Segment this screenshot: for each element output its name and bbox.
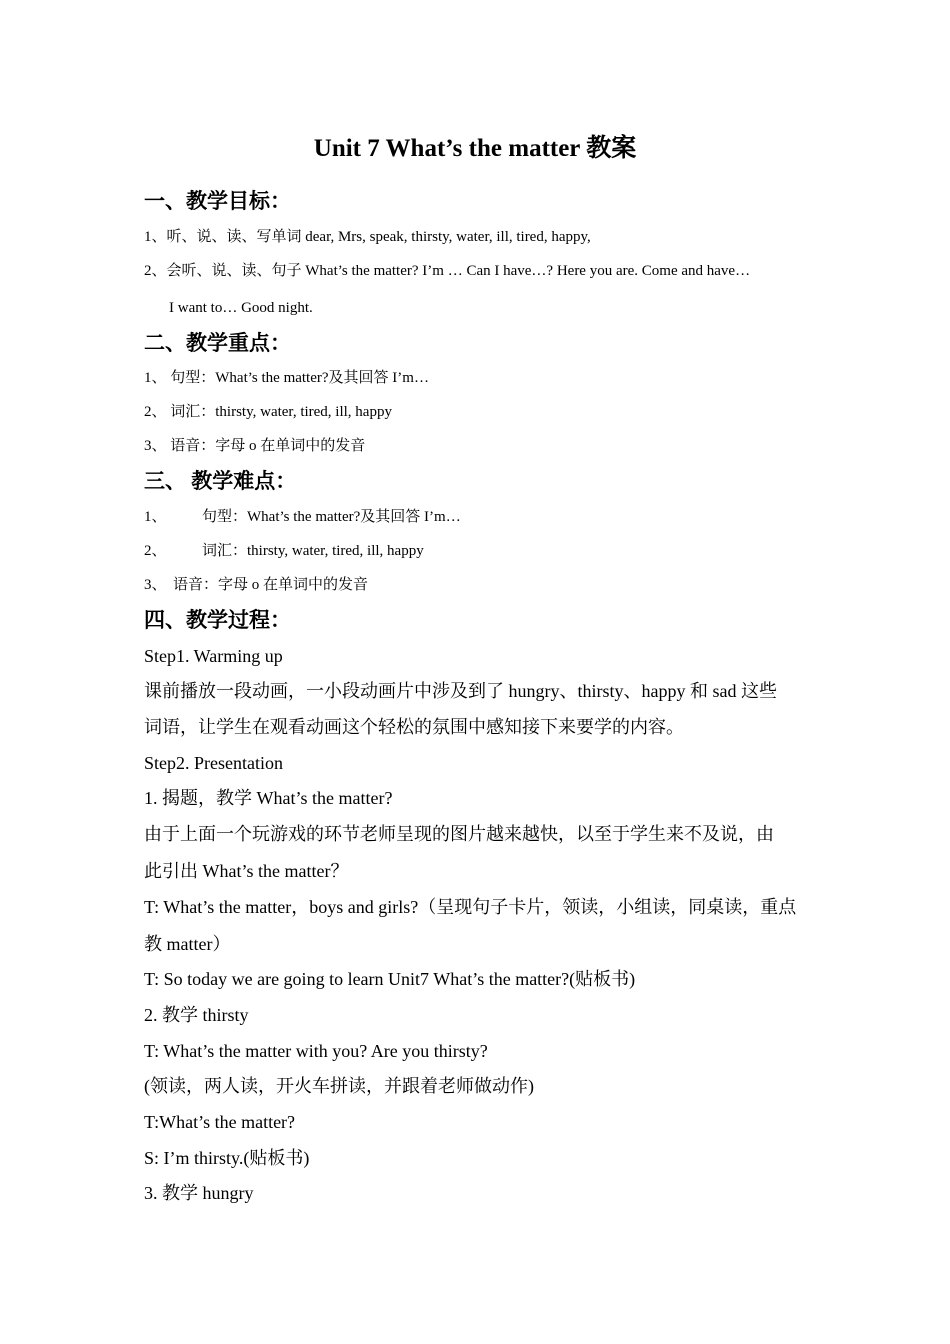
process-line: T:What’s the matter? — [144, 1112, 296, 1132]
process-line: T: What’s the matter，boys and girls?（呈现句子卡片，领读，小组读，同桌读，重点 — [144, 897, 797, 917]
document-title: Unit 7 What’s the matter 教案 — [313, 135, 637, 162]
objective-item: 1、听、说、读、写单词 dear, Mrs, speak, thirsty, water, ill, tired, happy, — [144, 229, 591, 245]
difficulty-text: 句型：What’s the matter?及其回答 I’m… — [202, 509, 461, 525]
difficulty-item — [144, 506, 461, 528]
difficulty-number: 3、 — [144, 577, 167, 593]
difficulty-text: 语音：字母 o 在单词中的发音 — [173, 577, 369, 593]
section-heading-key-points: 二、教学重点： — [144, 331, 291, 355]
difficulty-number: 1、 — [144, 509, 167, 525]
key-point-item: 2、 词汇：thirsty, water, tired, ill, happy — [144, 404, 392, 420]
process-line: Step1. Warming up — [144, 646, 283, 666]
process-line: 3. 教学 hungry — [144, 1183, 254, 1203]
section-heading-process: 四、教学过程： — [144, 608, 291, 632]
process-line: Step2. Presentation — [144, 753, 283, 773]
key-point-item: 1、 句型：What’s the matter?及其回答 I’m… — [144, 370, 429, 386]
process-line: S: I’m thirsty.(贴板书) — [144, 1148, 310, 1168]
objective-item: 2、会听、说、读、句子 What’s the matter? I’m … Can I have…? Here you are. Come and have… — [144, 263, 751, 279]
process-line: 课前播放一段动画，一小段动画片中涉及到了 hungry、thirsty、happy 和 sad 这些 — [144, 681, 777, 701]
section-heading-difficulties: 三、 教学难点： — [144, 469, 297, 493]
process-line: T: So today we are going to learn Unit7 What’s the matter?(贴板书) — [144, 969, 636, 989]
difficulty-item — [144, 574, 368, 596]
section-heading-objectives: 一、教学目标： — [144, 189, 291, 213]
process-line: 词语，让学生在观看动画这个轻松的氛围中感知接下来要学的内容。 — [144, 717, 684, 737]
process-line: 教 matter） — [144, 934, 231, 954]
difficulty-text: 词汇：thirsty, water, tired, ill, happy — [202, 543, 424, 559]
process-line: T: What’s the matter with you? Are you thirsty? — [144, 1041, 488, 1061]
process-line: 2. 教学 thirsty — [144, 1005, 249, 1025]
process-line: 1. 揭题，教学 What’s the matter? — [144, 788, 393, 808]
key-point-item: 3、 语音：字母 o 在单词中的发音 — [144, 438, 366, 454]
difficulty-number: 2、 — [144, 543, 167, 559]
process-line: (领读，两人读，开火车拼读，并跟着老师做动作) — [144, 1076, 534, 1096]
difficulty-item — [144, 540, 424, 562]
process-line: 此引出 What’s the matter？ — [144, 861, 349, 881]
process-line: 由于上面一个玩游戏的环节老师呈现的图片越来越快，以至于学生来不及说，由 — [144, 824, 774, 844]
objective-item-continued: I want to… Good night. — [169, 300, 313, 316]
